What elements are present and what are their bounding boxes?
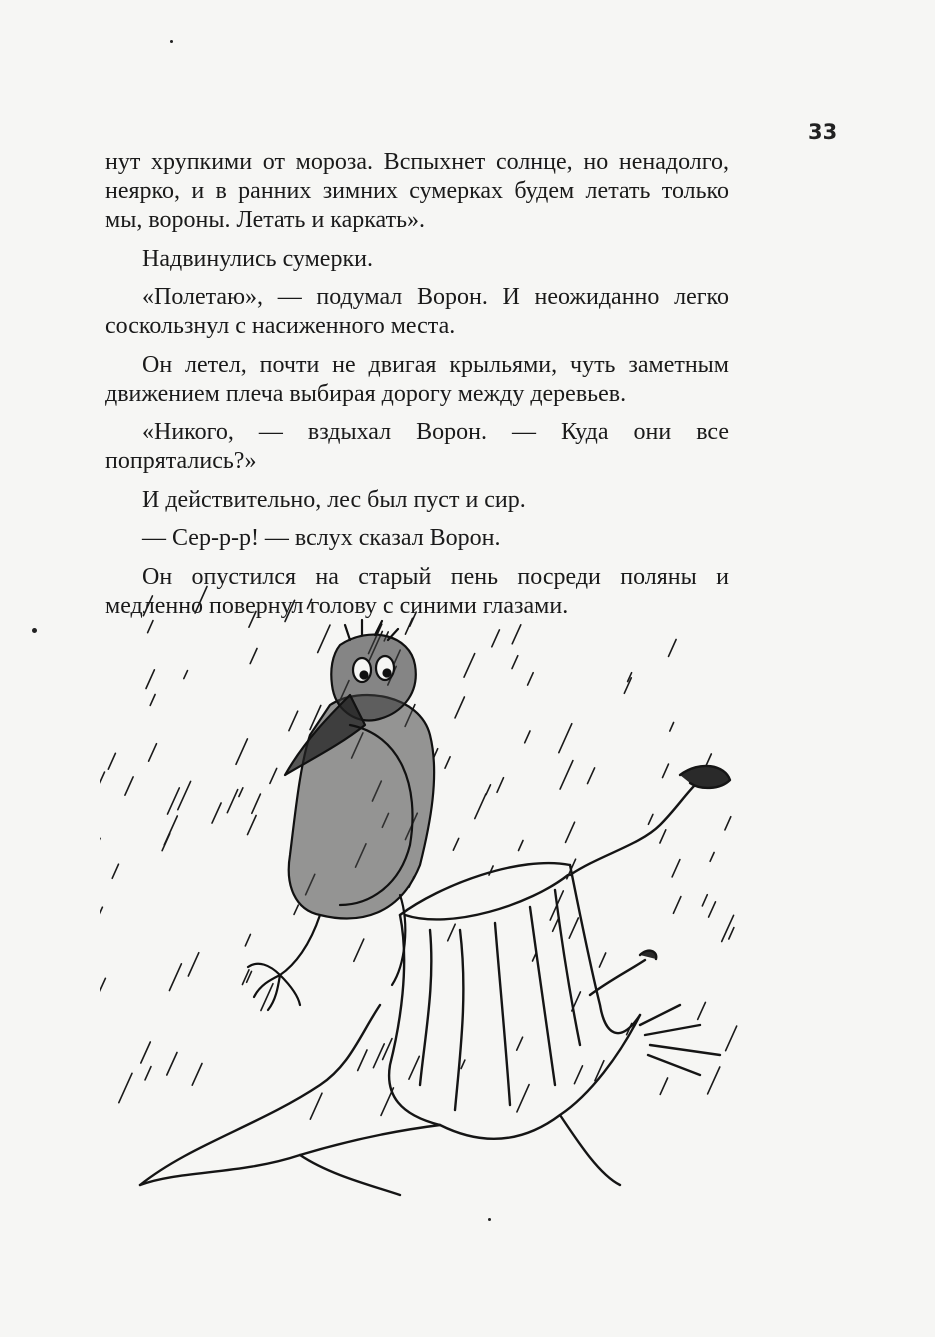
rain-streak (100, 978, 105, 996)
rain-streak (195, 587, 207, 614)
rain-streak (660, 830, 666, 843)
rain-streak (310, 1093, 322, 1119)
rain-streak (149, 744, 157, 762)
rain-streak (112, 864, 118, 878)
rain-streak (239, 788, 243, 797)
rain-streak (560, 761, 573, 790)
rain-streak (455, 697, 464, 718)
paragraph-3: «Полетаю», — подумал Ворон. И неожиданно легко соскользнул с насиженного места. (105, 284, 729, 339)
rain-streak (512, 625, 521, 644)
rain-streak (150, 695, 155, 706)
paragraph-5: «Никого, — вздыхал Ворон. — Куда они все попрятались?» (105, 419, 729, 474)
rain-streak (559, 724, 572, 753)
paragraph-1: нут хрупкими от мороза. Вспыхнет солнце, но ненадолго, неярко, и в ранних зимних сумерках будем летать только мы, вороны. Летать и каркать». (105, 149, 729, 233)
rain-streak (125, 777, 133, 795)
rain-streak (672, 860, 680, 877)
rain-streak (525, 731, 530, 743)
rain-streak (373, 1044, 384, 1068)
rain-streak (285, 600, 295, 621)
rain-streak (729, 928, 734, 939)
rain-streak (660, 1078, 667, 1094)
rain-streak (569, 918, 578, 938)
rain-streak (519, 841, 524, 851)
page-number: 33 (808, 120, 838, 144)
rain-streak (100, 772, 105, 793)
rain-streak (212, 803, 221, 823)
rain-streak (517, 1037, 523, 1050)
raven-on-stump-illustration (100, 585, 760, 1225)
rain-streak (486, 785, 491, 795)
speck-mark (32, 628, 37, 633)
rain-streak (318, 625, 330, 652)
rain-streak (528, 673, 534, 685)
speck-mark (170, 40, 173, 43)
rain-streak (252, 794, 261, 813)
rain-streak (294, 905, 298, 914)
rain-streak (726, 1026, 737, 1051)
rain-streak (245, 934, 250, 946)
rain-streak (250, 649, 257, 664)
rain-streak (167, 1053, 177, 1076)
rain-streak (461, 1060, 465, 1068)
rain-streak (100, 907, 102, 917)
rain-streak (709, 902, 716, 917)
rain-streak (184, 671, 188, 679)
rain-streak (663, 764, 669, 778)
rain-streak (119, 1073, 132, 1102)
rain-streak (162, 834, 170, 851)
rain-streak (464, 654, 475, 678)
rain-streak (307, 599, 311, 608)
rain-streak (448, 924, 456, 941)
rain-streak (574, 1066, 582, 1084)
rain-streak (358, 1050, 367, 1071)
rain-streak (517, 1085, 529, 1112)
rain-streak (497, 778, 504, 793)
rain-streak (248, 816, 257, 835)
rain-streak (169, 964, 181, 991)
rain-streak (445, 757, 450, 768)
rain-streak (710, 853, 714, 862)
raven-drawing (248, 620, 434, 1010)
rain-streak (588, 768, 595, 784)
rain-streak (670, 723, 674, 732)
paragraph-2: Надвинулись сумерки. (142, 245, 373, 272)
rain-streak (178, 781, 191, 809)
rain-streak (143, 596, 152, 616)
rain-streak (145, 1067, 151, 1080)
rain-streak (108, 753, 115, 769)
rain-streak (475, 794, 486, 819)
rain-streak (722, 915, 734, 941)
rain-streak (188, 953, 199, 976)
rain-streak (669, 640, 677, 657)
rain-streak (492, 630, 500, 647)
rain-streak (648, 814, 653, 824)
rain-streak (702, 895, 707, 906)
body-text (105, 148, 729, 630)
rain-streak (453, 838, 458, 850)
rain-streak (236, 739, 247, 764)
rain-streak (192, 1064, 202, 1086)
paragraph-8: Он опустился на старый пень посреди поляны и медленно повернул голову с синими глазами. (105, 563, 729, 619)
rain-streak (146, 670, 154, 689)
stump-drawing (140, 766, 730, 1195)
rain-streak (383, 1039, 392, 1060)
rain-streak (354, 939, 364, 961)
rain-streak (270, 768, 277, 783)
paragraph-6: И действительно, лес был пуст и сир. (142, 486, 526, 513)
paragraph-7: — Сер-р-р! — вслух сказал Ворон. (142, 525, 501, 551)
rain-streak (698, 1002, 706, 1019)
rain-streak (227, 790, 237, 813)
paragraph-4: Он летел, почти не двигая крыльями, чуть заметным движением плеча выбирая дорогу между деревьев. (105, 351, 729, 407)
rain-streak (708, 1067, 720, 1094)
rain-streak (289, 711, 298, 731)
rain-streak (242, 970, 249, 985)
rain-streak (249, 612, 256, 628)
rain-streak (409, 1056, 419, 1079)
rain-streak (141, 1042, 151, 1063)
rain-streak (725, 817, 731, 830)
rain-streak (566, 822, 575, 842)
rain-streak (148, 621, 153, 633)
rain-streak (599, 953, 605, 967)
rain-streak (512, 656, 518, 669)
rain-streak (405, 618, 412, 634)
rain-streak (673, 897, 681, 914)
